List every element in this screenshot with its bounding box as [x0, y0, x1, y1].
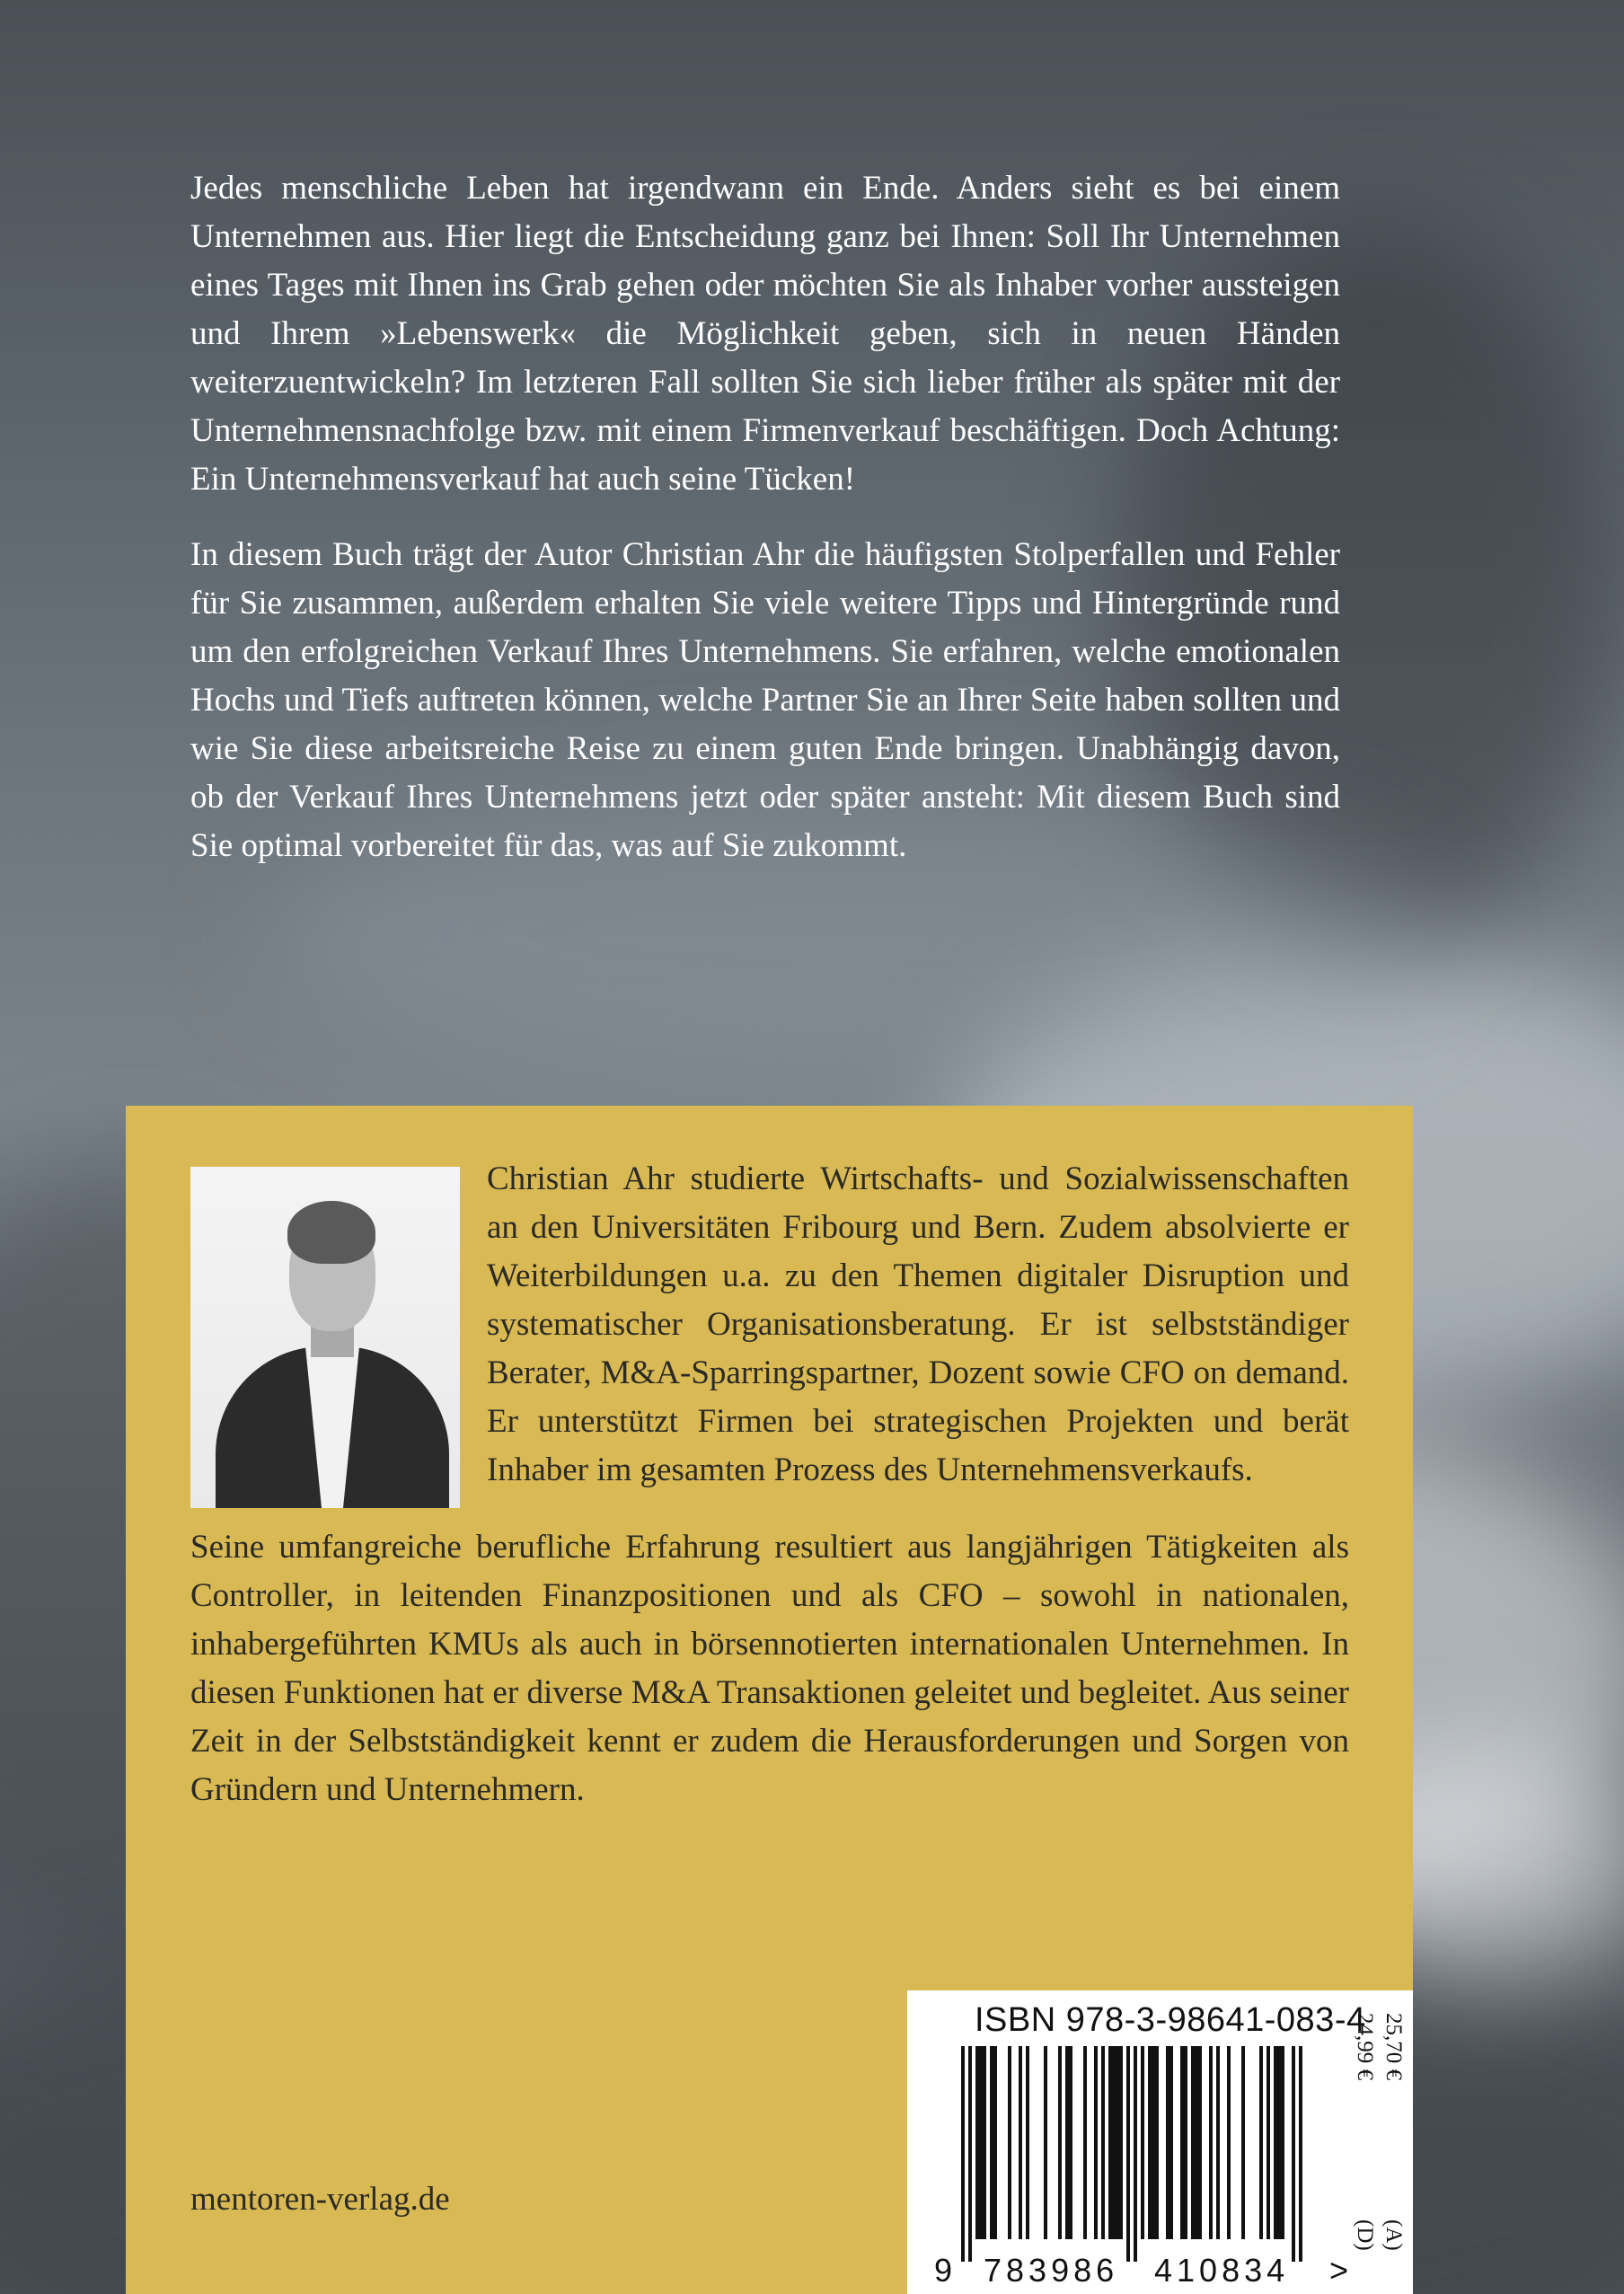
author-paragraph-1: Christian Ahr studierte Wirtschafts- und Sozialwissenschaften an den Universitäten Fribourg und Bern. Zudem absolvierte er Weiterbildungen u.a. zu den Themen digitaler Disruption und systematischer Organisationsberatung. Er ist selbstständiger Berater, M&A-Sparringspartner, Dozent sowie CFO on demand. Er unterstützt Firmen bei strategischen Projekten und berät Inhaber im gesamten Prozess des Unternehmensverkaufs.	[487, 1160, 1349, 1488]
barcode-bar	[1008, 2046, 1011, 2239]
country-code-germany: (D)	[1353, 2219, 1377, 2251]
barcode-bar	[1292, 2046, 1295, 2262]
barcode-bar	[1094, 2046, 1098, 2239]
barcode-bar	[979, 2046, 983, 2239]
barcode-bar	[1299, 2046, 1302, 2262]
barcode-bar	[961, 2046, 965, 2262]
barcode-bar	[990, 2046, 993, 2239]
barcode-bar	[1281, 2046, 1284, 2239]
barcode-bar	[1044, 2046, 1047, 2239]
barcode-bar	[1180, 2046, 1184, 2239]
barcode-bar	[968, 2046, 972, 2262]
barcode-bar	[1191, 2046, 1195, 2239]
publisher-website: mentoren-verlag.de	[190, 2181, 450, 2218]
barcode-bar	[993, 2046, 997, 2239]
barcode-bar	[1126, 2046, 1130, 2262]
author-photo	[190, 1167, 460, 1508]
barcode-first-digit: 9	[934, 2252, 953, 2289]
barcode-bar	[1026, 2046, 1029, 2239]
barcode-bar	[1209, 2046, 1213, 2239]
price-austria: 25,70 €	[1381, 2013, 1406, 2080]
barcode-bar	[1267, 2046, 1270, 2239]
barcode-bar	[1274, 2046, 1277, 2239]
barcode-bar	[1019, 2046, 1022, 2239]
barcode-right-digits: 410834	[1154, 2252, 1290, 2289]
intro-paragraph-1: Jedes menschliche Leben hat irgendwann ein Ende. Anders sieht es bei einem Unternehmen aus. Hier liegt die Entscheidung ganz bei Ihnen: Soll Ihr Unternehmen eines Tages mit Ihnen ins Grab gehen oder möchten Sie als Inhaber vorher aussteigen und Ihrem »Lebenswerk« die Möglichkeit geben, sich in neuen Händen weiterzuentwickeln? Im letzteren Fall sollten Sie sich lieber früher als später mit der Unternehmensnachfolge bzw. mit einem Firmenverkauf beschäftigen. Doch Achtung: Ein Unternehmensverkauf hat auch seine Tücken!	[190, 170, 1340, 498]
barcode-bar	[1259, 2046, 1263, 2239]
author-paragraph-2: Seine umfangreiche berufliche Erfahrung resultiert aus langjährigen Tätigkeiten als Controller, in leitenden Finanzpositionen und als CFO – sowohl in nationalen, inhabergeführten KMUs als auch in börsennotierten internationalen Unternehmen. In diesen Funktionen hat er diverse M&A Transaktionen geleitet und begleitet. Aus seiner Zeit in der Selbstständigkeit kennt er zudem die Herausforderungen und Sorgen von Gründern und Unternehmern.	[190, 1529, 1349, 1808]
barcode-bar	[1116, 2046, 1119, 2239]
price-germany: 24,99 €	[1353, 2013, 1377, 2080]
barcode-bar	[1148, 2046, 1152, 2239]
isbn-label: ISBN 978-3-98641-083-4	[975, 2001, 1366, 2039]
barcode-left-digits: 783986	[984, 2252, 1119, 2289]
barcode-bar	[1134, 2046, 1137, 2262]
barcode-bar	[1169, 2046, 1173, 2239]
barcode-bar	[1069, 2046, 1072, 2239]
barcode-quiet-zone-marker: >	[1329, 2252, 1349, 2289]
intro-text	[190, 164, 1340, 897]
author-bio	[190, 1155, 1349, 1843]
barcode-bar	[1184, 2046, 1187, 2239]
barcode-bar	[1112, 2046, 1116, 2239]
barcode-bar	[1277, 2046, 1281, 2239]
barcode-bar	[983, 2046, 986, 2239]
barcode-bar	[975, 2046, 979, 2239]
barcode-bar	[1065, 2046, 1069, 2239]
barcode-bar	[1141, 2046, 1144, 2239]
barcode-bar	[1227, 2046, 1231, 2239]
barcode-bar	[1195, 2046, 1198, 2239]
barcode-bar	[1241, 2046, 1245, 2239]
barcode-bar	[1155, 2046, 1159, 2239]
barcode-bar	[1058, 2046, 1062, 2239]
barcode-bar	[1152, 2046, 1155, 2239]
author-panel	[126, 1106, 1413, 2294]
barcode-bar	[1119, 2046, 1123, 2239]
barcode-bar	[1216, 2046, 1220, 2239]
barcode-bar	[1083, 2046, 1087, 2239]
barcode-bar	[1198, 2046, 1202, 2239]
barcode-bar	[1166, 2046, 1169, 2239]
country-code-austria: (A)	[1381, 2219, 1406, 2251]
barcode-bar	[1108, 2046, 1112, 2239]
barcode-bar	[1101, 2046, 1105, 2239]
barcode-box	[907, 1990, 1413, 2294]
intro-paragraph-2: In diesem Buch trägt der Autor Christian Ahr die häufigsten Stolperfallen und Fehler für Sie zusammen, außerdem erhalten Sie viele weitere Tipps und Hintergründe rund um den erfolgreichen Verkauf Ihres Unternehmens. Sie erfahren, welche emotionalen Hochs und Tiefs auftreten können, welche Partner Sie an Ihrer Seite haben sollten und wie Sie diese arbeitsreiche Reise zu einem guten Ende bringen. Unabhängig davon, ob der Verkauf Ihres Unternehmens jetzt oder später ansteht: Mit diesem Buch sind Sie optimal vorbereitet für das, was auf Sie zukommt.	[190, 536, 1340, 864]
ean-barcode	[934, 2046, 1361, 2289]
